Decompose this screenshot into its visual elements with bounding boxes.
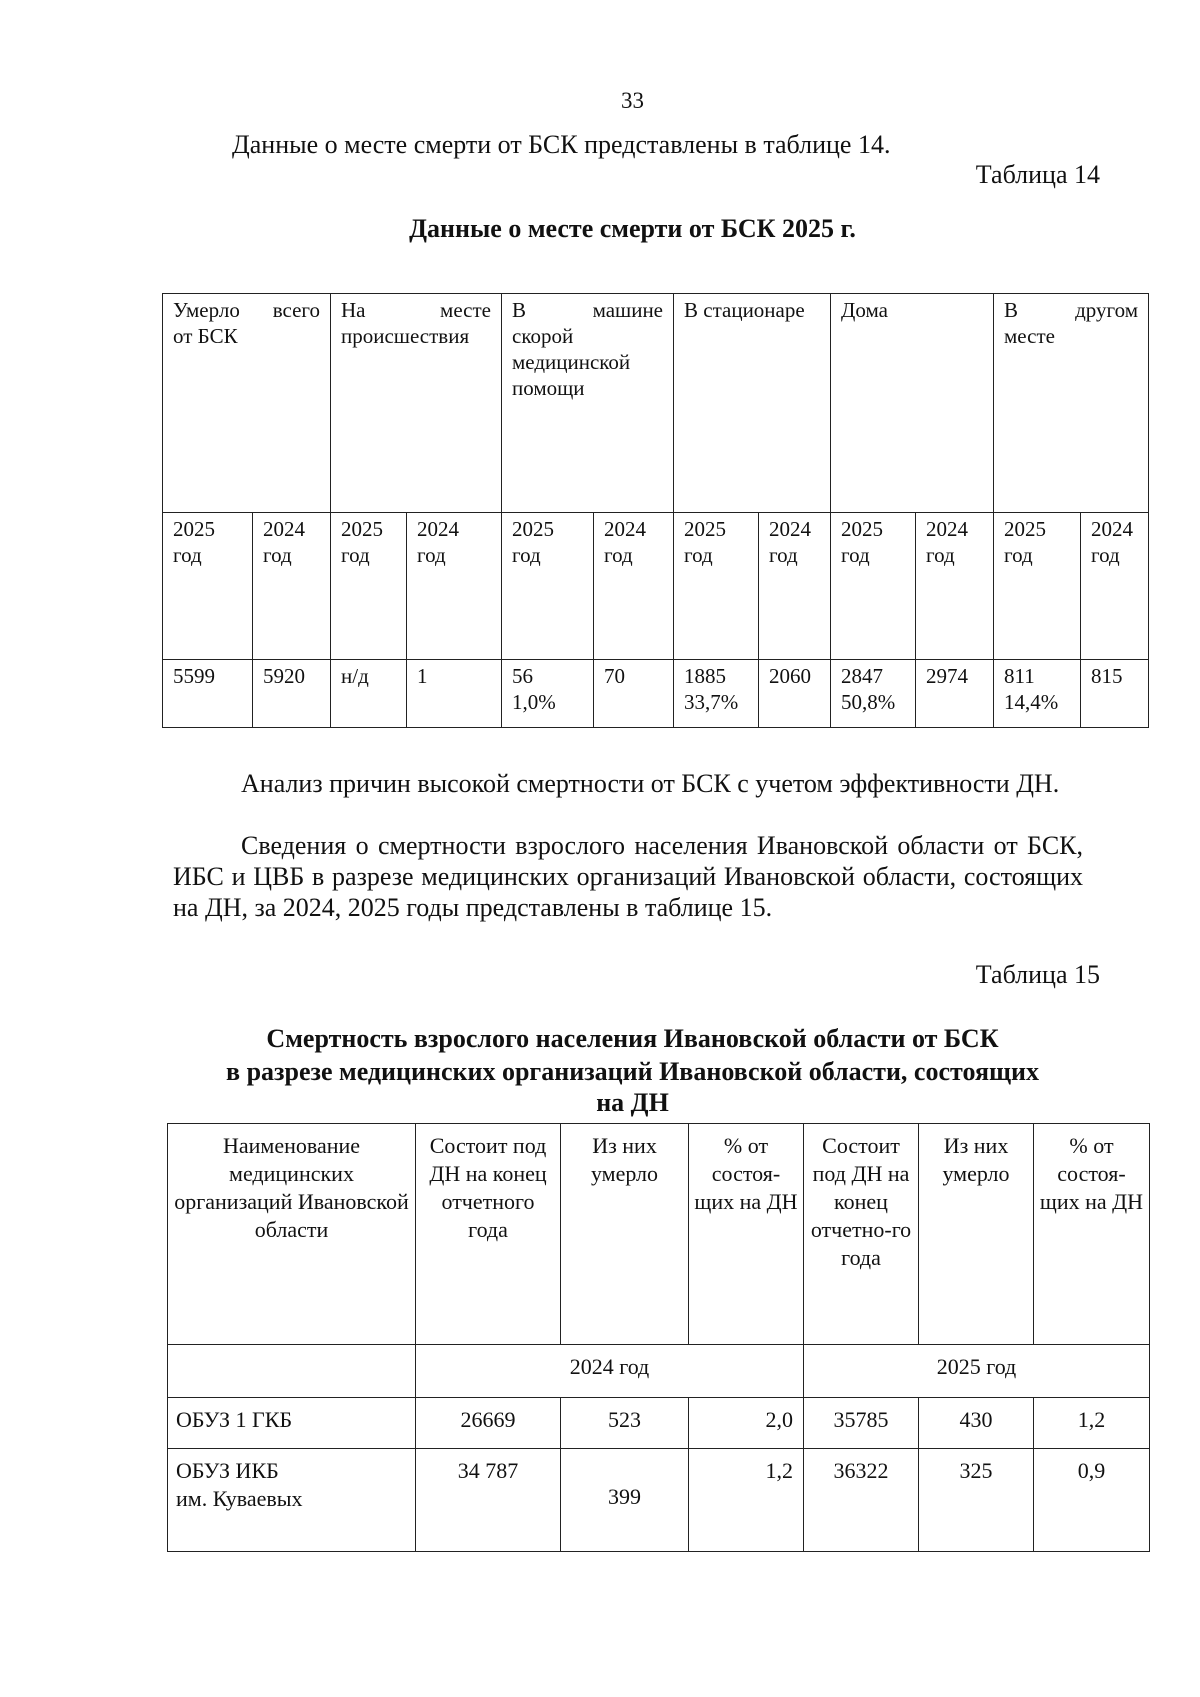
value-cell: 815 — [1081, 660, 1149, 728]
year-cell: 2025 год — [831, 513, 916, 660]
header-cell: В другом месте — [994, 294, 1149, 513]
header-cell: На месте происшествия — [331, 294, 502, 513]
year-cell: 2024 год — [253, 513, 331, 660]
value-cell: 34 787 — [416, 1449, 561, 1552]
table14-title: Данные о месте смерти от БСК 2025 г. — [409, 214, 856, 243]
table15-title-line1: Смертность взрослого населения Ивановской области от БСК — [266, 1024, 999, 1053]
table15-title-line3: на ДН — [596, 1088, 669, 1117]
year-cell: 2025 год — [994, 513, 1081, 660]
page-number: 33 — [621, 88, 644, 113]
header-cell: Состоит под ДН на конец отчетно-го года — [804, 1124, 919, 1345]
year-cell: 2025 год — [331, 513, 407, 660]
value-cell: 1,2 — [1034, 1398, 1150, 1449]
year-cell: 2024 год — [916, 513, 994, 660]
death-place-table — [162, 293, 1149, 728]
value-cell: 26669 — [416, 1398, 561, 1449]
value-cell: 1,2 — [689, 1449, 804, 1552]
header-cell: Состоит под ДН на конец отчетного года — [416, 1124, 561, 1345]
table-row — [168, 1398, 1150, 1449]
header-cell: % от состоя-щих на ДН — [689, 1124, 804, 1345]
paragraph-analysis: Анализ причин высокой смертности от БСК с учетом эффективности ДН. — [241, 769, 1060, 798]
year-2024-cell: 2024 год — [416, 1345, 804, 1398]
header-cell: % от состоя-щих на ДН — [1034, 1124, 1150, 1345]
header-cell: В стационаре — [674, 294, 831, 513]
value-cell: 2847 50,8% — [831, 660, 916, 728]
year-2025-cell: 2025 год — [804, 1345, 1150, 1398]
value-cell: н/д — [331, 660, 407, 728]
value-cell: 811 14,4% — [994, 660, 1081, 728]
value-cell: 2974 — [916, 660, 994, 728]
intro-text: Данные о месте смерти от БСК представлены в таблице 14. — [232, 130, 891, 159]
value-cell: 5599 — [163, 660, 253, 728]
value-cell: 2060 — [759, 660, 831, 728]
year-cell: 2025 год — [163, 513, 253, 660]
org-name-cell: ОБУЗ ИКБ им. Куваевых — [168, 1449, 416, 1552]
empty-cell — [168, 1345, 416, 1398]
value-cell: 56 1,0% — [502, 660, 594, 728]
table14-value-row — [163, 660, 1149, 728]
table15-year-row — [168, 1345, 1150, 1398]
table15-header-row — [168, 1124, 1150, 1345]
value-cell: 430 — [919, 1398, 1034, 1449]
year-cell: 2024 год — [407, 513, 502, 660]
table14-year-row — [163, 513, 1149, 660]
header-cell: Из них умерло — [919, 1124, 1034, 1345]
header-cell: Из них умерло — [561, 1124, 689, 1345]
year-cell: 2024 год — [1081, 513, 1149, 660]
header-cell: В машине скорой медицинской помощи — [502, 294, 674, 513]
table15-title-line2: в разрезе медицинских организаций Ивановской области, состоящих — [226, 1057, 1039, 1086]
header-cell: Наименование медицинских организаций Ивановской области — [168, 1124, 416, 1345]
year-cell: 2024 год — [759, 513, 831, 660]
header-cell: Умерло всего от БСК — [163, 294, 331, 513]
header-cell: Дома — [831, 294, 994, 513]
value-cell: 2,0 — [689, 1398, 804, 1449]
paragraph-summary: Сведения о смертности взрослого населения Ивановской области от БСК, ИБС и ЦВБ в разрезе медицинских организаций Ивановской области, состоящих на ДН, за 2024, 2025 годы представлены в таблице 15. — [173, 831, 1083, 922]
org-name-cell: ОБУЗ 1 ГКБ — [168, 1398, 416, 1449]
year-cell: 2024 год — [594, 513, 674, 660]
value-cell: 399 — [561, 1449, 689, 1552]
year-cell: 2025 год — [674, 513, 759, 660]
value-cell: 36322 — [804, 1449, 919, 1552]
table14-header-row — [163, 294, 1149, 513]
value-cell: 325 — [919, 1449, 1034, 1552]
value-cell: 35785 — [804, 1398, 919, 1449]
mortality-by-organization-table — [167, 1123, 1150, 1552]
value-cell: 1 — [407, 660, 502, 728]
table-row — [168, 1449, 1150, 1552]
table14-label: Таблица 14 — [975, 160, 1100, 189]
value-cell: 0,9 — [1034, 1449, 1150, 1552]
year-cell: 2025 год — [502, 513, 594, 660]
value-cell: 523 — [561, 1398, 689, 1449]
value-cell: 1885 33,7% — [674, 660, 759, 728]
table15-label: Таблица 15 — [975, 960, 1100, 989]
value-cell: 5920 — [253, 660, 331, 728]
value-cell: 70 — [594, 660, 674, 728]
